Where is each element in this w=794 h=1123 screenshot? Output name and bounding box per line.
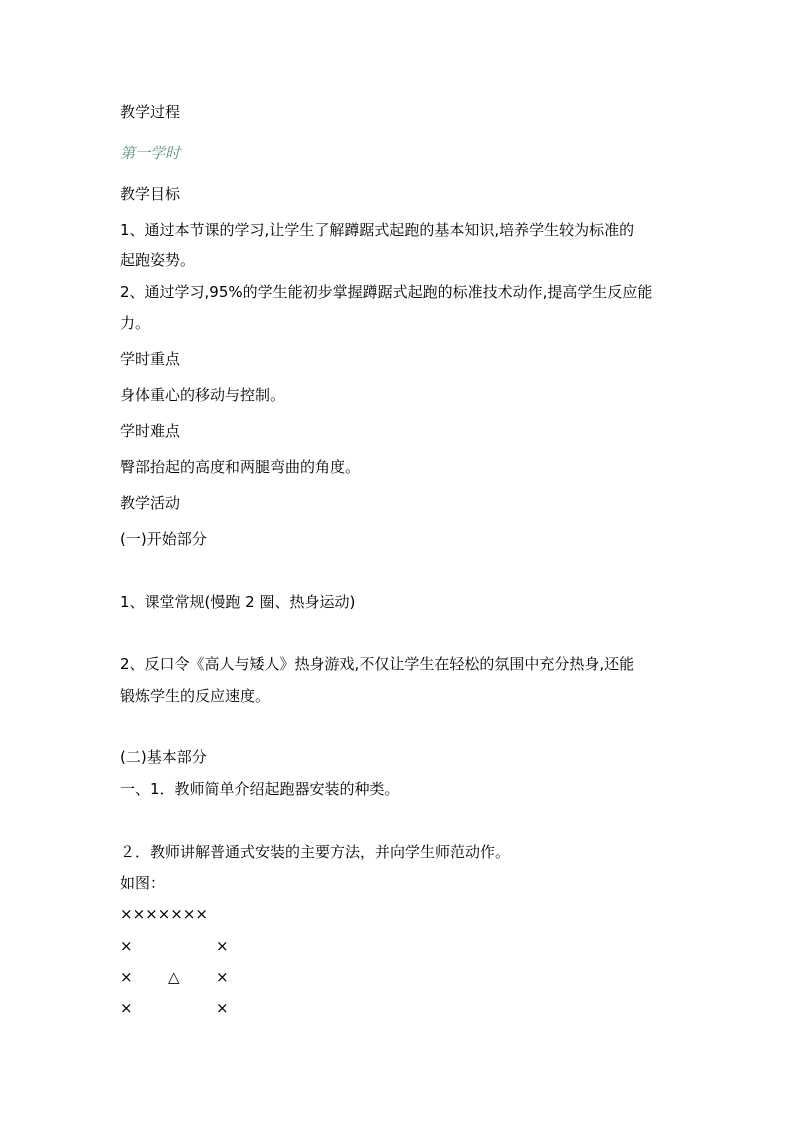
figure-top-row: ××××××× (120, 905, 208, 923)
part-1-item-2-line-1: 2、反口令《高人与矮人》热身游戏,不仅让学生在轻松的氛围中充分热身,还能 (120, 655, 635, 673)
figure-label: 如图： (120, 874, 166, 892)
goals-heading: 教学目标 (120, 185, 181, 203)
formation-mark-left: × (120, 968, 133, 986)
section-title: 教学过程 (120, 103, 181, 121)
teacher-triangle-mark: △ (168, 968, 180, 986)
part-1-item-2-line-2: 锻炼学生的反应速度。 (120, 687, 271, 705)
formation-mark-right: × (216, 937, 229, 955)
formation-mark-left: × (120, 999, 133, 1017)
difficulty-text: 臀部抬起的高度和两腿弯曲的角度。 (120, 458, 361, 476)
difficulty-heading: 学时难点 (120, 422, 181, 440)
part-2-heading: (二)基本部分 (120, 748, 207, 766)
lesson-subtitle: 第一学时 (120, 144, 181, 162)
goal-1-line-1: 1、通过本节课的学习,让学生了解蹲踞式起跑的基本知识,培养学生较为标准的 (120, 221, 635, 239)
formation-mark-right: × (216, 968, 229, 986)
figure-row-4 (120, 998, 320, 1018)
key-point-text: 身体重心的移动与控制。 (120, 386, 286, 404)
part-1-heading: (一)开始部分 (120, 530, 207, 548)
part-2-item-1: 一、1．教师简单介绍起跑器安装的种类。 (120, 780, 400, 798)
activity-heading: 教学活动 (120, 494, 181, 512)
part-1-item-1: 1、课堂常规(慢跑 2 圈、热身运动) (120, 593, 356, 611)
goal-2-line-1: 2、通过学习,95%的学生能初步掌握蹲踞式起跑的标准技术动作,提高学生反应能 (120, 283, 653, 301)
goal-2-line-2: 力。 (120, 314, 151, 332)
part-2-item-2: ２．教师讲解普通式安装的主要方法，并向学生师范动作。 (120, 843, 511, 861)
key-point-heading: 学时重点 (120, 350, 181, 368)
figure-row-3 (120, 967, 320, 987)
formation-mark-left: × (120, 937, 133, 955)
formation-mark-right: × (216, 999, 229, 1017)
figure-row-2 (120, 936, 320, 956)
goal-1-line-2: 起跑姿势。 (120, 251, 196, 269)
